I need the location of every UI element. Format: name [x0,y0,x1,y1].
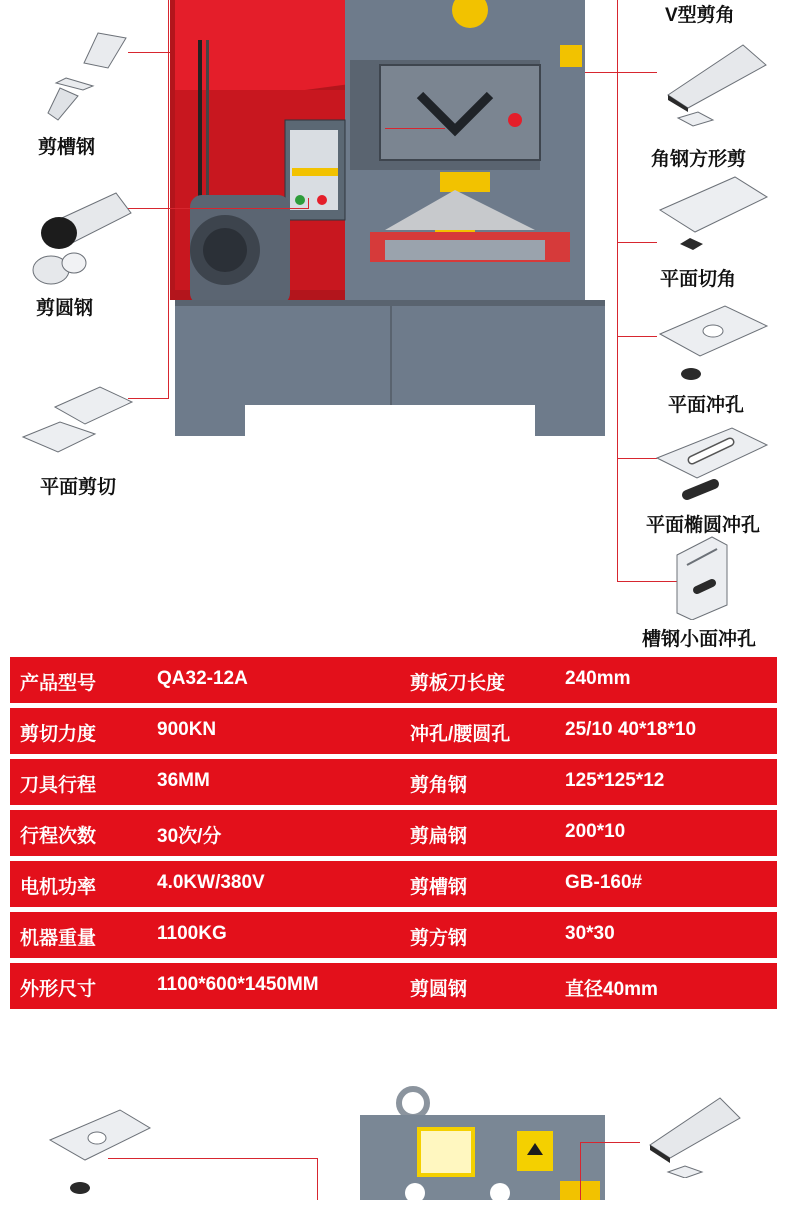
callout-line [580,1142,640,1143]
callout-line [580,1142,581,1200]
spec-key: 产品型号 [20,673,97,694]
spec-key: 外形尺寸 [20,979,97,1000]
channel-punch-sample-icon [672,535,742,620]
label-flat-punch: 平面冲孔 [668,395,745,416]
spec-value: 36MM [157,770,210,791]
channel-steel-sample-icon [38,28,128,123]
spec-row [10,912,777,958]
spec-value: GB-160# [565,872,643,893]
callout-line [317,1158,318,1200]
callout-line [617,336,657,337]
spec-value: QA32-12A [157,668,248,689]
machine-photo [170,0,610,436]
spec-key: 剪方钢 [410,928,468,949]
spec-key: 电机功率 [20,877,97,898]
flat-plate-sample-icon [20,382,135,462]
callout-line [617,242,657,243]
v-angle-sample-icon [640,1090,750,1178]
callout-line [108,1158,318,1159]
spec-row [10,963,777,1009]
callout-line [385,128,445,129]
spec-value: 30次/分 [157,826,222,847]
angle-steel-sample-icon [658,40,768,130]
callout-line [617,581,677,582]
spec-row [10,708,777,754]
spec-key: 剪圆钢 [410,979,468,1000]
callout-line [308,198,309,209]
spec-value: 200*10 [565,821,626,842]
spec-key: 剪板刀长度 [410,673,506,694]
spec-value: 直径40mm [565,979,658,1000]
callout-line [128,208,308,209]
spec-key: 剪切力度 [20,724,97,745]
label-flat-corner: 平面切角 [660,269,737,290]
spec-key: 冲孔/腰圆孔 [410,724,511,745]
spec-row [10,861,777,907]
corner-cut-sample-icon [655,172,770,262]
spec-value: 25/10 40*18*10 [565,719,697,740]
spec-table [0,655,790,1015]
punch-plate-sample-icon [45,1100,155,1200]
flat-punch-sample-icon [655,296,770,386]
spec-key: 刀具行程 [20,775,97,796]
spec-row [10,759,777,805]
callout-line [585,72,657,73]
spec-key: 机器重量 [20,928,97,949]
label-round-cut: 剪圆钢 [36,298,94,319]
label-flat-shear: 平面剪切 [40,477,117,498]
callout-line [168,0,169,398]
label-flat-oval-punch: 平面椭圆冲孔 [646,515,761,536]
spec-value: 4.0KW/380V [157,872,265,893]
spec-row [10,810,777,856]
label-v-angle: V型剪角 [665,5,735,26]
iron-worker-machine-illustration [170,0,610,436]
spec-row [10,657,777,703]
callout-line [128,52,170,53]
spec-value: 900KN [157,719,217,740]
label-channel-cut: 剪槽钢 [38,137,96,158]
spec-value: 125*125*12 [565,770,665,791]
spec-value: 30*30 [565,923,615,944]
spec-key: 行程次数 [20,826,97,847]
spec-key: 剪扁钢 [410,826,468,847]
callout-line [617,458,657,459]
spec-key: 剪槽钢 [410,877,468,898]
machine-top-photo [355,1085,610,1200]
oval-punch-sample-icon [652,420,772,505]
spec-value: 1100*600*1450MM [157,974,319,995]
spec-key: 剪角钢 [410,775,468,796]
label-angle-square-cut: 角钢方形剪 [651,149,747,170]
spec-value: 240mm [565,668,631,689]
round-steel-sample-icon [26,188,136,288]
spec-value: 1100KG [157,923,227,944]
callout-line [617,0,618,582]
label-channel-small-punch: 槽钢小面冲孔 [642,629,757,650]
